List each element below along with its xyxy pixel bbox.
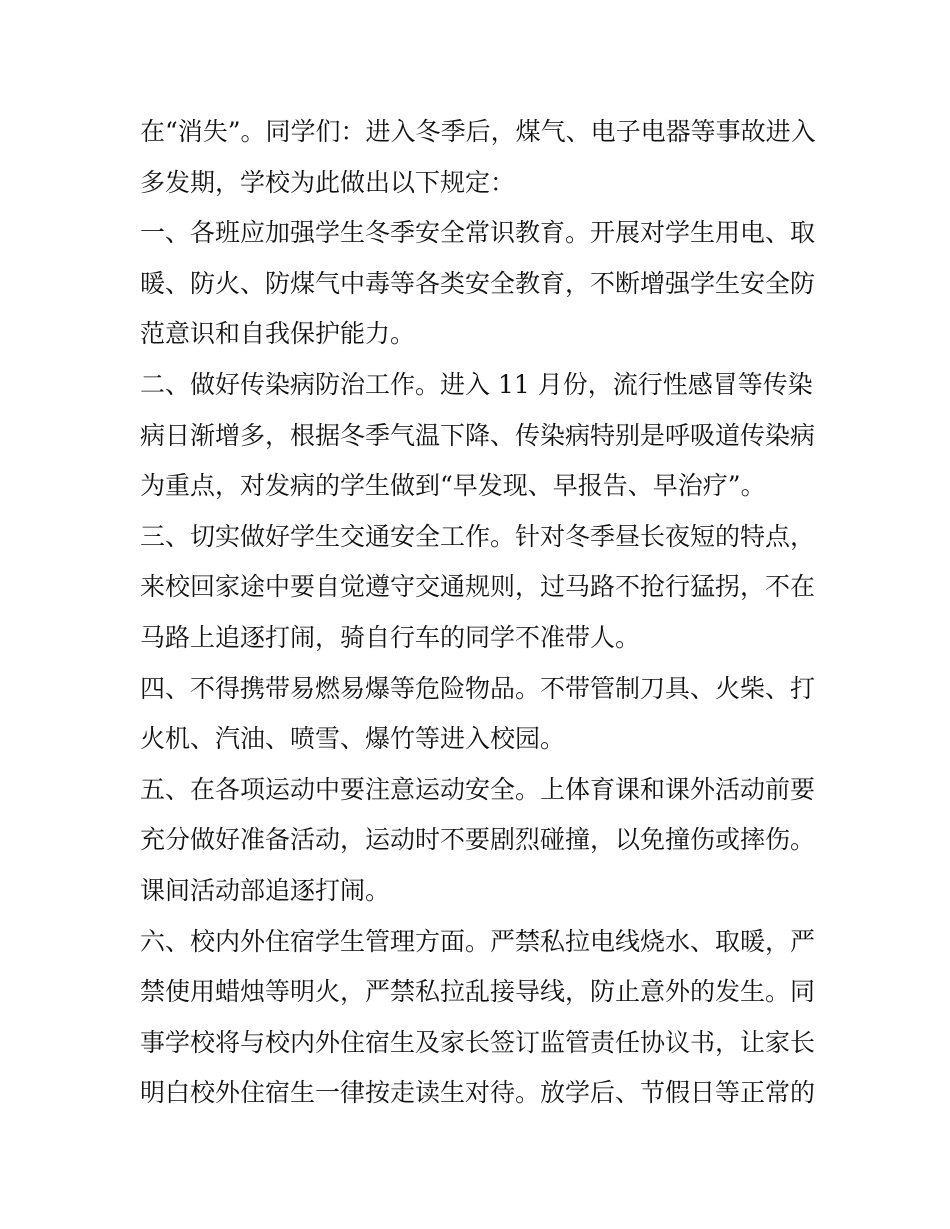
text-line: 事学校将与校内外住宿生及家长签订监管责任协议书，让家长: [140, 1027, 816, 1057]
text-line: 来校回家途中要自觉遵守交通规则，过马路不抢行猛拐，不在: [140, 572, 816, 602]
text-line: 禁使用蜡烛等明火，严禁私拉乱接导线，防止意外的发生。同: [140, 977, 816, 1007]
text-line: 充分做好准备活动，运动时不要剧烈碰撞，以免撞伤或摔伤。: [140, 825, 816, 855]
body-text: [140, 107, 820, 1119]
text-line: 四、不得携带易燃易爆等危险物品。不带管制刀具、火柴、打: [140, 673, 816, 703]
text-line: 明白校外住宿生一律按走读生对待。放学后、节假日等正常的: [140, 1078, 816, 1108]
text-line: 三、切实做好学生交通安全工作。针对冬季昼长夜短的特点，: [140, 521, 816, 551]
text-line: 范意识和自我保护能力。: [140, 319, 416, 349]
text-line: 病日渐增多，根据冬季气温下降、传染病特别是呼吸道传染病: [140, 420, 816, 450]
text-line: 一、各班应加强学生冬季安全常识教育。开展对学生用电、取: [140, 218, 816, 248]
text-line: 马路上追逐打闹，骑自行车的同学不准带人。: [140, 622, 641, 652]
text-line: 二、做好传染病防治工作。进入 11 月份，流行性感冒等传染: [140, 369, 813, 399]
text-line: 火机、汽油、喷雪、爆竹等进入校园。: [140, 724, 566, 754]
text-line: 暖、防火、防煤气中毒等各类安全教育，不断增强学生安全防: [140, 268, 816, 298]
text-line: 为重点，对发病的学生做到“早发现、早报告、早治疗”。: [140, 471, 766, 501]
text-line: 六、校内外住宿学生管理方面。严禁私拉电线烧水、取暖，严: [140, 926, 816, 956]
text-line: 课间活动部追逐打闹。: [140, 875, 391, 905]
text-line: 在“消失”。同学们：进入冬季后，煤气、电子电器等事故进入: [140, 117, 816, 146]
text-line: 五、在各项运动中要注意运动安全。上体育课和课外活动前要: [140, 774, 816, 804]
text-line: 多发期，学校为此做出以下规定：: [140, 167, 516, 197]
